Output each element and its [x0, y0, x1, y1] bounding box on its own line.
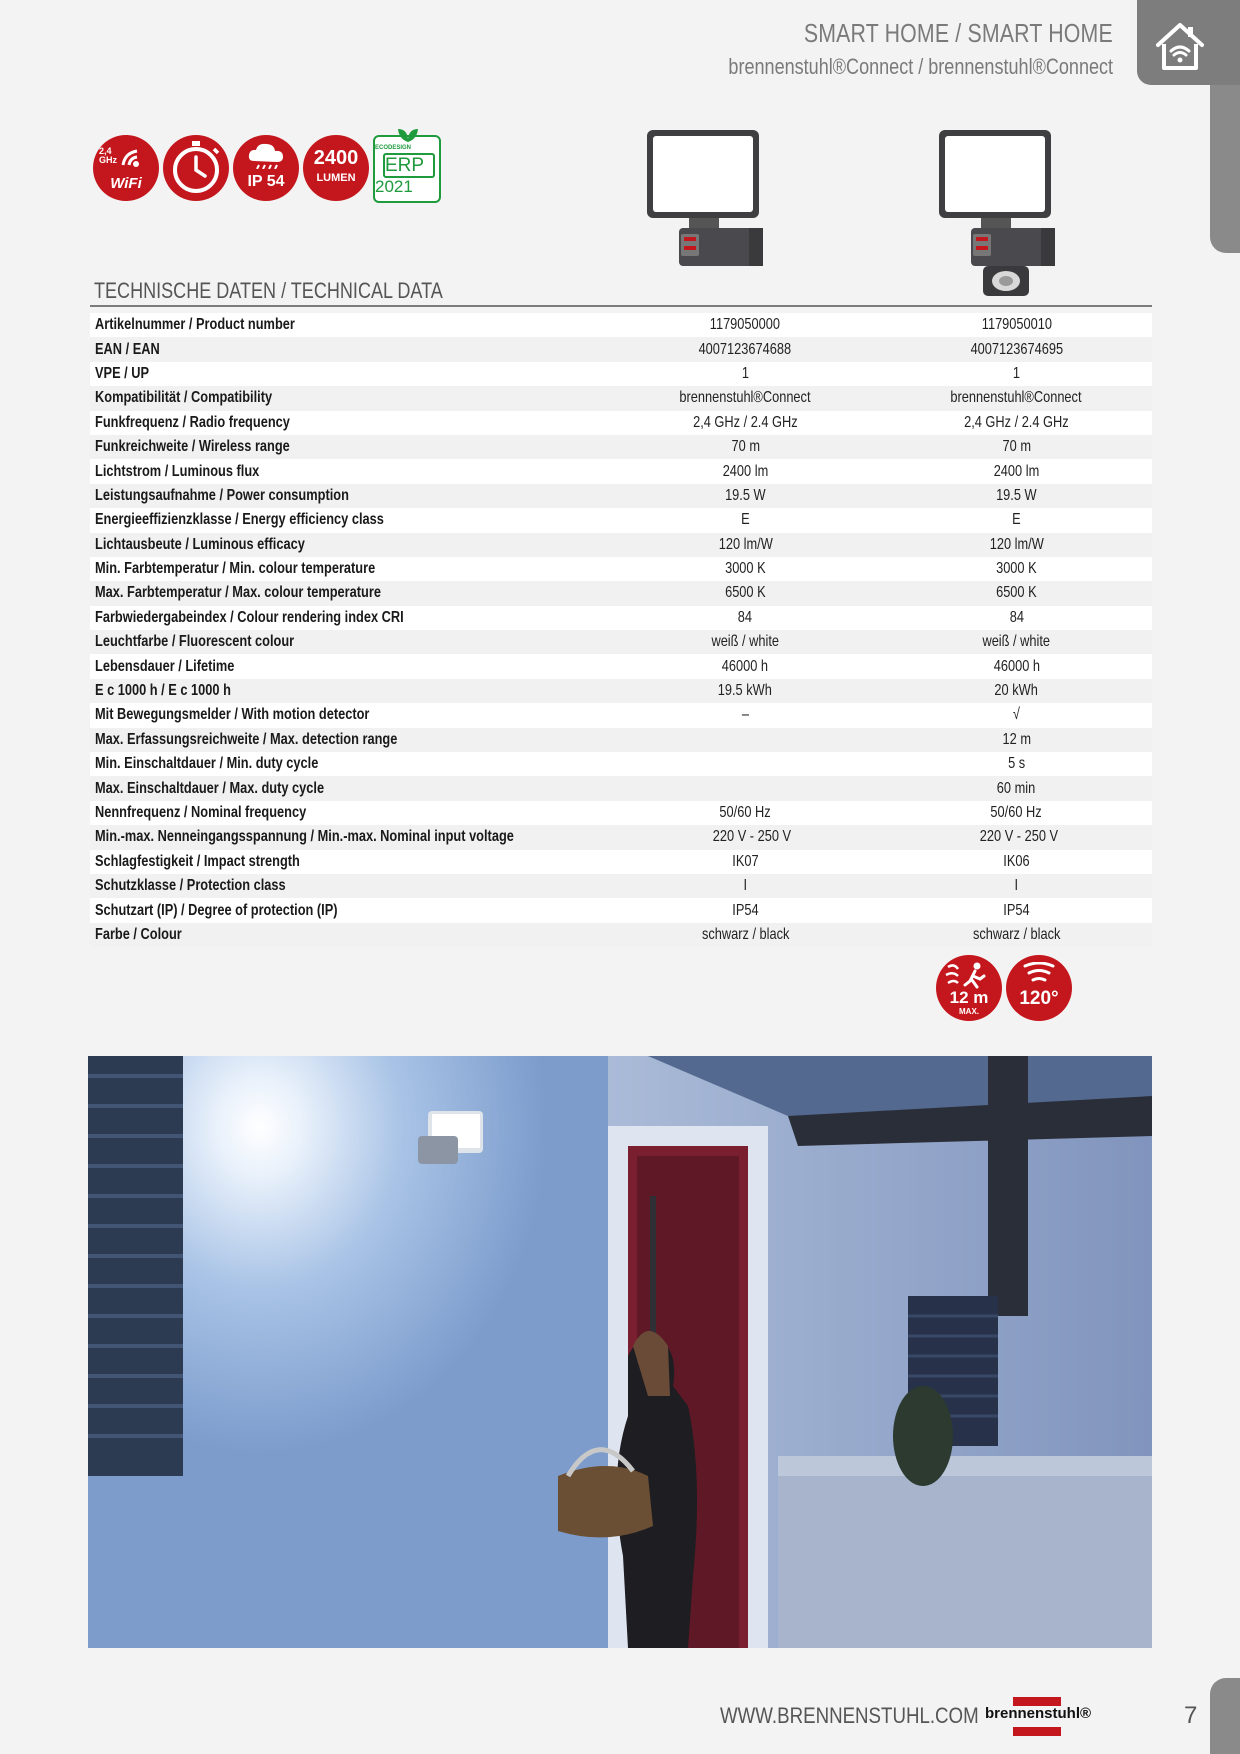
spec-label: Schutzklasse / Protection class	[95, 877, 286, 895]
product-image-floodlight-motion	[937, 128, 1067, 298]
table-row	[90, 654, 1152, 678]
technical-data-heading: TECHNISCHE DATEN / TECHNICAL DATA	[94, 278, 443, 303]
brennenstuhl-logo: brennenstuhl®	[985, 1697, 1095, 1741]
spec-label: Min. Farbtemperatur / Min. colour temperature	[95, 560, 376, 578]
spec-value-1179050000	[610, 731, 881, 749]
detection-angle-badge: 120°	[1006, 955, 1072, 1021]
spec-value-1179050010: 120 lm/W	[989, 535, 1044, 553]
spec-value-1179050000: brennenstuhl®Connect	[679, 389, 811, 407]
heading-rule	[90, 305, 1152, 307]
spec-value-1179050010: 60 min	[997, 779, 1036, 797]
spec-value-1179050000: 2,4 GHz / 2.4 GHz	[692, 413, 798, 431]
table-row	[90, 386, 1152, 410]
table-row	[90, 435, 1152, 459]
table-row	[90, 776, 1152, 800]
table-row	[90, 850, 1152, 874]
spec-label: Farbe / Colour	[95, 925, 182, 943]
spec-value-1179050010: 46000 h	[993, 657, 1040, 675]
spec-value-1179050010: 12 m	[1002, 730, 1031, 748]
spec-value-1179050000: IP54	[732, 901, 759, 919]
spec-value-1179050000: 220 V - 250 V	[712, 828, 792, 846]
table-row	[90, 581, 1152, 605]
spec-value-1179050010: 220 V - 250 V	[979, 828, 1058, 846]
spec-value-1179050010: 2,4 GHz / 2.4 GHz	[964, 413, 1069, 431]
table-row	[90, 825, 1152, 849]
spec-label: Artikelnummer / Product number	[95, 316, 295, 334]
technical-data-table	[90, 313, 1152, 947]
table-row	[90, 703, 1152, 727]
spec-label: Funkfrequenz / Radio frequency	[95, 413, 290, 431]
spec-label: Lichtausbeute / Luminous efficacy	[95, 535, 305, 553]
weatherproof-icon: IP 54	[233, 135, 299, 201]
spec-value-1179050000: 120 lm/W	[718, 535, 773, 553]
table-row	[90, 362, 1152, 386]
spec-value-1179050010: 3000 K	[996, 560, 1037, 578]
spec-value-1179050010: 19.5 W	[996, 486, 1037, 504]
spec-label: E c 1000 h / E c 1000 h	[95, 682, 231, 700]
spec-value-1179050000: 1	[741, 364, 749, 382]
spec-value-1179050010: 1179050010	[981, 316, 1052, 334]
spec-label: Schutzart (IP) / Degree of protection (IP)	[95, 901, 338, 919]
spec-label: Leistungsaufnahme / Power consumption	[95, 486, 349, 504]
spec-value-1179050010: weiß / white	[982, 633, 1051, 651]
spec-label: Max. Farbtemperatur / Max. colour temperature	[95, 584, 381, 602]
table-row	[90, 923, 1152, 947]
table-row	[90, 508, 1152, 532]
table-row	[90, 484, 1152, 508]
spec-value-1179050000: weiß / white	[711, 633, 780, 651]
page-number: 7	[1184, 1702, 1198, 1729]
spec-value-1179050000	[610, 755, 881, 773]
spec-value-1179050010: 50/60 Hz	[990, 804, 1043, 821]
spec-label: Schlagfestigkeit / Impact strength	[95, 852, 300, 870]
spec-value-1179050000: 6500 K	[724, 584, 766, 602]
spec-value-1179050000: –	[741, 706, 749, 724]
spec-label: Lichtstrom / Luminous flux	[95, 462, 260, 480]
spec-label: Mit Bewegungsmelder / With motion detector	[95, 706, 370, 724]
spec-value-1179050000: 50/60 Hz	[719, 804, 771, 821]
table-row	[90, 533, 1152, 557]
ecodesign-erp-badge: ECODESIGN ERP 2021	[373, 135, 441, 203]
spec-value-1179050000: IK07	[732, 852, 759, 870]
spec-value-1179050000: 84	[738, 608, 753, 626]
spec-value-1179050010: 2400 lm	[993, 462, 1040, 480]
product-image-floodlight	[645, 128, 775, 268]
table-row	[90, 606, 1152, 630]
spec-value-1179050000: 19.5 kWh	[718, 682, 773, 700]
page-tab[interactable]	[1210, 1678, 1240, 1754]
spec-value-1179050000: 70 m	[731, 438, 760, 456]
table-row	[90, 459, 1152, 483]
section-header-title: SMART HOME / SMART HOME	[803, 18, 1113, 48]
spec-value-1179050010: brennenstuhl®Connect	[950, 389, 1082, 407]
table-row	[90, 630, 1152, 654]
table-row	[90, 557, 1152, 581]
lifestyle-photo	[88, 1056, 1152, 1648]
spec-value-1179050000: E	[741, 511, 750, 529]
spec-value-1179050010: I	[1014, 877, 1019, 895]
spec-label: Min. Einschaltdauer / Min. duty cycle	[95, 755, 319, 773]
spec-value-1179050000: schwarz / black	[701, 925, 790, 943]
detection-range-badge: 12 m MAX.	[936, 955, 1002, 1021]
spec-label: EAN / EAN	[95, 340, 160, 358]
table-row	[90, 411, 1152, 435]
spec-label: Funkreichweite / Wireless range	[95, 438, 290, 456]
wifi-icon: 2,4 GHz WiFi	[93, 135, 159, 201]
spec-label: Lebensdauer / Lifetime	[95, 657, 235, 675]
spec-value-1179050000: 19.5 W	[725, 486, 766, 504]
spec-value-1179050010: 6500 K	[996, 584, 1037, 602]
spec-value-1179050000: 3000 K	[724, 560, 766, 578]
spec-label: Nennfrequenz / Nominal frequency	[95, 804, 307, 821]
spec-value-1179050000: 46000 h	[722, 657, 769, 675]
spec-value-1179050010: 5 s	[1007, 755, 1025, 773]
spec-value-1179050000	[610, 780, 881, 798]
spec-label: Farbwiedergabeindex / Colour rendering index CRI	[95, 608, 404, 626]
spec-value-1179050010: √	[1012, 706, 1020, 724]
spec-label: Kompatibilität / Compatibility	[95, 389, 273, 407]
spec-value-1179050010: schwarz / black	[972, 925, 1061, 943]
table-row	[90, 898, 1152, 922]
chapter-side-tab[interactable]	[1210, 85, 1240, 253]
spec-value-1179050000: 4007123674688	[699, 340, 792, 358]
table-row	[90, 728, 1152, 752]
spec-value-1179050010: IK06	[1003, 852, 1030, 870]
spec-label: Energieeffizienzklasse / Energy efficiency class	[95, 511, 384, 529]
table-row	[90, 679, 1152, 703]
table-row	[90, 801, 1152, 825]
website-link[interactable]: WWW.BRENNENSTUHL.COM	[720, 1703, 979, 1728]
spec-label: Max. Erfassungsreichweite / Max. detection range	[95, 730, 398, 748]
section-header-subtitle: brennenstuhl®Connect / brennenstuhl®Connect	[728, 54, 1113, 79]
spec-value-1179050010: 84	[1009, 608, 1024, 626]
timer-icon	[163, 135, 229, 201]
spec-value-1179050010: IP54	[1003, 901, 1030, 919]
smart-home-icon	[1152, 18, 1208, 74]
lumen-icon: 2400 LUMEN	[303, 135, 369, 201]
spec-label: Min.-max. Nenneingangsspannung / Min.-max. Nominal input voltage	[95, 828, 514, 846]
table-row	[90, 337, 1152, 361]
spec-value-1179050000: I	[743, 877, 748, 895]
spec-label: Leuchtfarbe / Fluorescent colour	[95, 633, 295, 651]
spec-value-1179050010: 4007123674695	[970, 340, 1063, 358]
spec-label: Max. Einschaltdauer / Max. duty cycle	[95, 779, 325, 797]
spec-value-1179050010: 70 m	[1002, 438, 1031, 456]
table-row	[90, 874, 1152, 898]
spec-value-1179050010: 20 kWh	[994, 682, 1039, 700]
spec-value-1179050000: 2400 lm	[722, 462, 769, 480]
spec-value-1179050000: 1179050000	[710, 316, 781, 334]
table-row	[90, 752, 1152, 776]
spec-value-1179050010: 1	[1012, 364, 1020, 382]
spec-label: VPE / UP	[95, 364, 150, 382]
table-row	[90, 313, 1152, 337]
spec-value-1179050010: E	[1012, 511, 1021, 529]
